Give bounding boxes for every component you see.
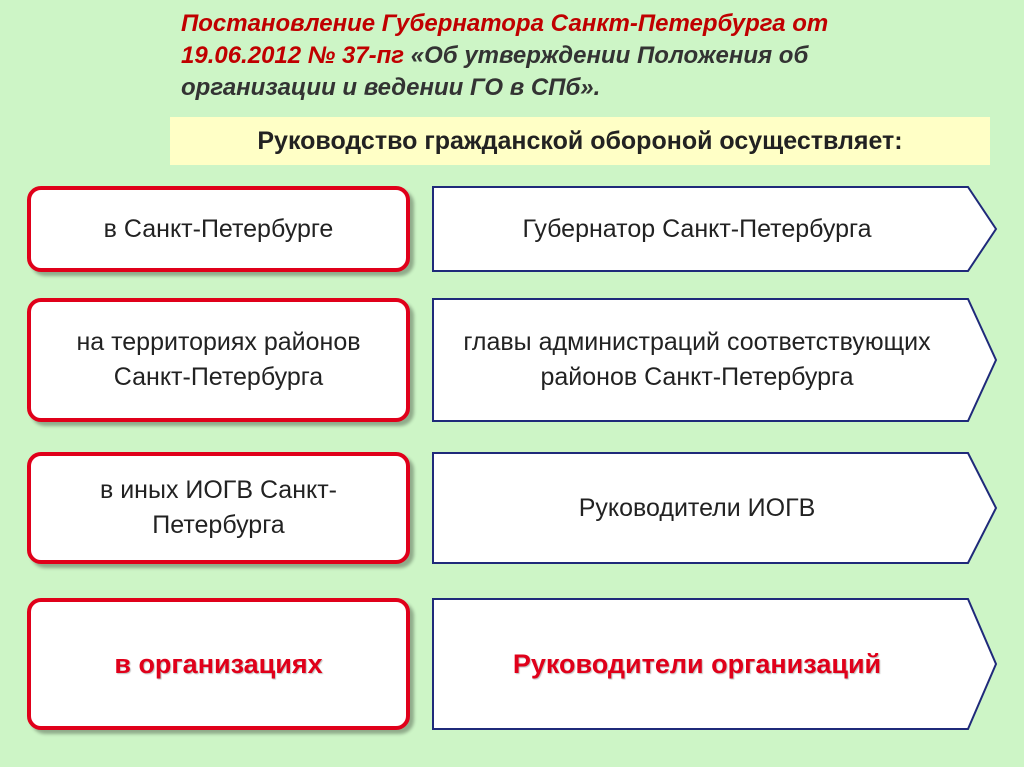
leader-arrow-districts: [432, 298, 998, 422]
scope-box-iogv: в иных ИОГВ Санкт-Петербурга: [27, 452, 410, 564]
scope-box-districts: на территориях районов Санкт-Петербурга: [27, 298, 410, 422]
scope-box-city: в Санкт-Петербурге: [27, 186, 410, 272]
leader-label: Губернатор Санкт-Петербурга: [522, 214, 872, 243]
document-reference: [181, 8, 901, 104]
decree-reference: Постановление Губернатора Санкт-Петербурга от 19.06.2012 № 37-пг: [181, 10, 829, 69]
leader-label: Руководители организаций: [512, 648, 882, 679]
leader-arrow-organizations: [432, 598, 998, 730]
leader-label: Руководители ИОГВ: [578, 493, 816, 522]
leader-label: главы администраций соответствующих районов Санкт-Петербурга: [463, 328, 931, 391]
subtitle-banner: Руководство гражданской обороной осуществляет:: [170, 117, 990, 165]
scope-box-organizations: в организациях: [27, 598, 410, 730]
decree-title: «Об утверждении Положения об организации и ведении ГО в СПб».: [181, 42, 809, 101]
leader-arrow-city: [432, 186, 998, 272]
leader-arrow-iogv: [432, 452, 998, 564]
